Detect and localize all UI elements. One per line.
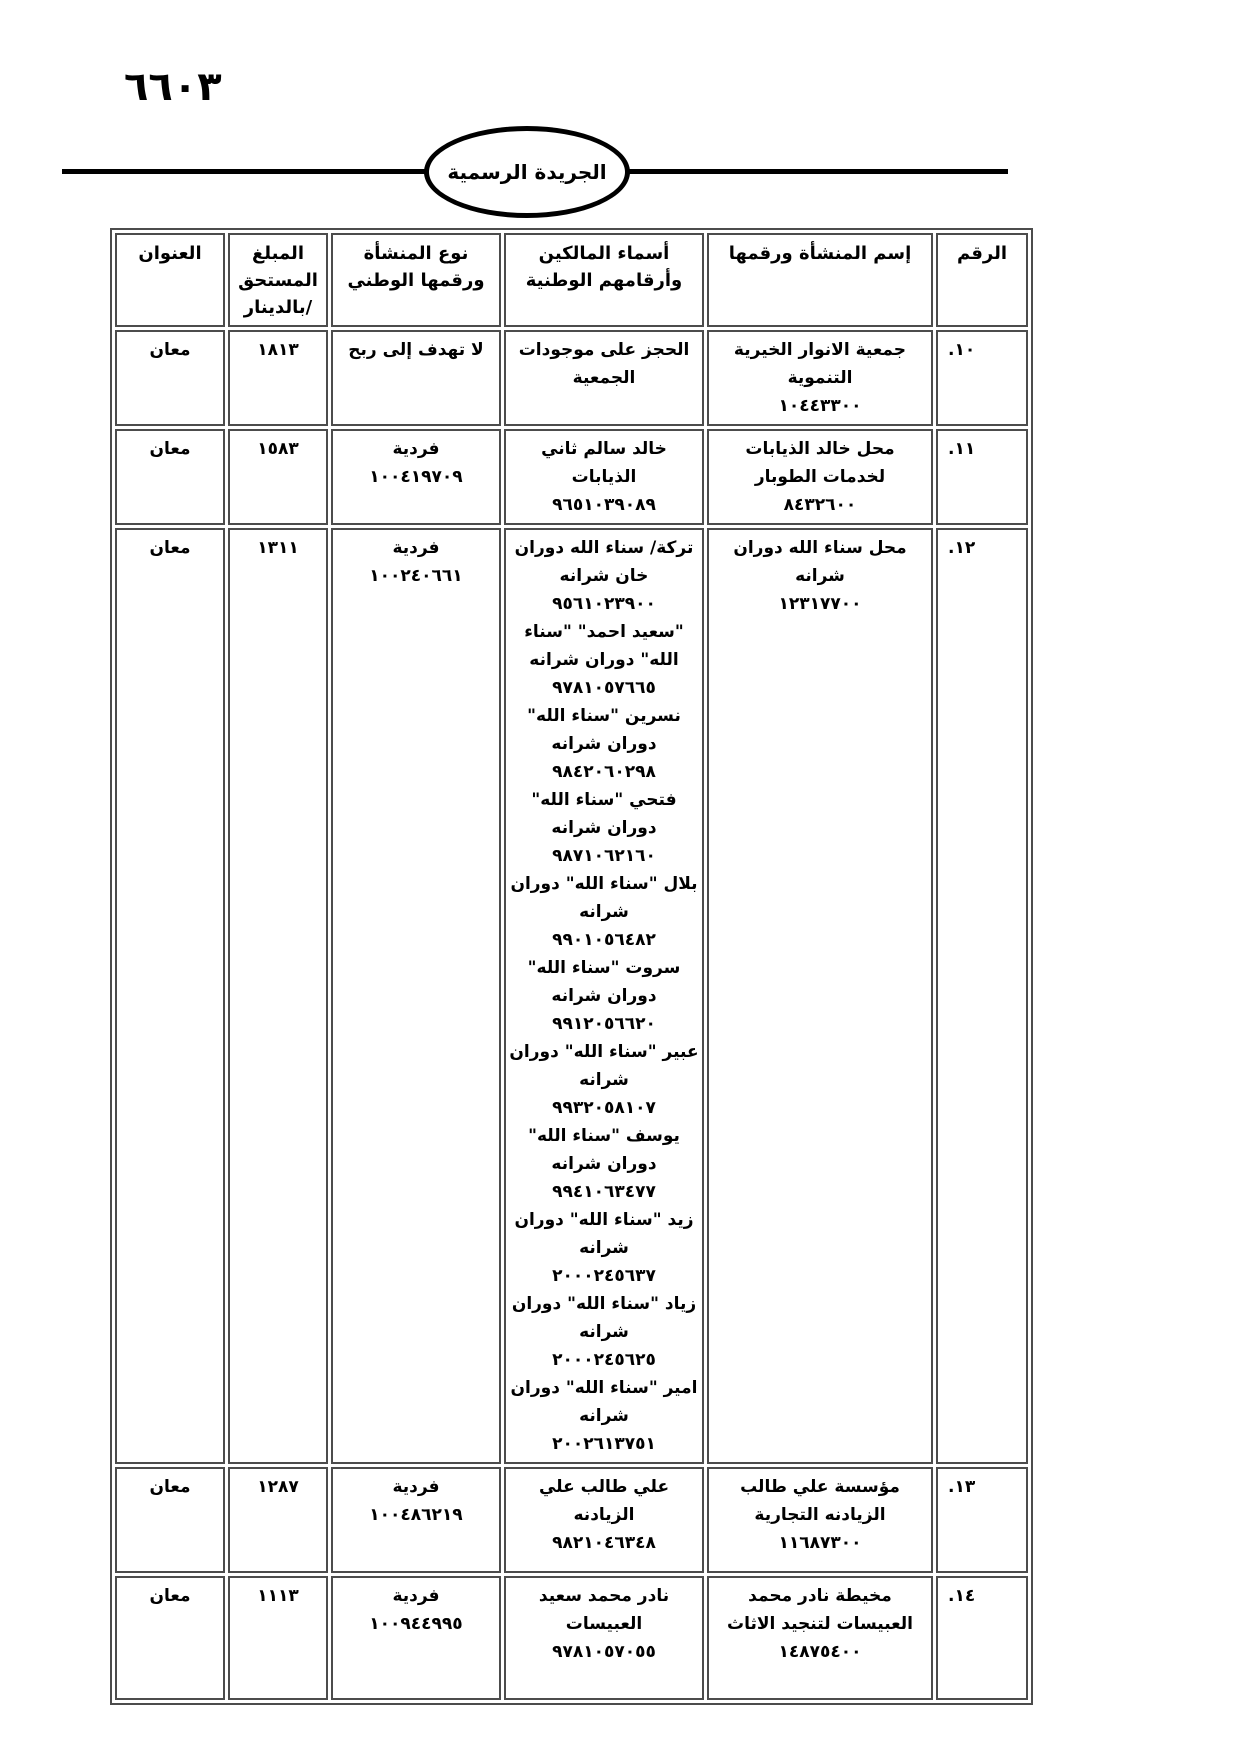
amount-due: ١٢٨٧ — [257, 1477, 299, 1497]
owner-name: امير "سناء الله" دوران شرانه — [510, 1378, 698, 1426]
owner-name: نسرين "سناء الله" دوران شرانه — [527, 706, 681, 754]
owner-entry — [509, 1473, 699, 1557]
col-header-owners: أسماء المالكين وأرقامهم الوطنية — [504, 233, 704, 327]
establishment-registration-number: ١٢٣١٧٧٠٠ — [778, 594, 862, 614]
table-row — [115, 1467, 1028, 1573]
table-row — [115, 1576, 1028, 1700]
establishment-type: لا تهدف إلى ربح — [348, 340, 484, 360]
owner-name: فتحي "سناء الله" دوران شرانه — [531, 790, 677, 838]
col-header-number: الرقم — [936, 233, 1028, 327]
establishment-name: محل سناء الله دوران شرانه — [733, 538, 907, 586]
address: معان — [149, 1477, 191, 1497]
table-row — [115, 528, 1028, 1464]
row-number: ١٤. — [948, 1586, 976, 1606]
owner-entry — [509, 1206, 699, 1290]
owner-entry — [509, 1290, 699, 1374]
row-number-cell — [936, 528, 1028, 1464]
address: معان — [149, 439, 191, 459]
address-cell — [115, 330, 225, 426]
owner-entry — [509, 1122, 699, 1206]
amount-due-cell — [228, 528, 328, 1464]
establishment-registration-number: ٨٤٣٢٦٠٠ — [783, 495, 857, 515]
amount-due-cell — [228, 429, 328, 525]
owner-national-id: ٩٩٠١٠٥٦٤٨٢ — [552, 930, 656, 950]
amount-due-cell — [228, 1467, 328, 1573]
owner-entry — [509, 1374, 699, 1458]
gazette-banner-title: الجريدة الرسمية — [447, 160, 607, 184]
table-row — [115, 330, 1028, 426]
row-number-cell — [936, 330, 1028, 426]
owner-national-id: ٢٠٠٠٢٤٥٦٣٧ — [552, 1266, 656, 1286]
row-number: ١٠. — [948, 340, 976, 360]
establishment-national-number: ١٠٠٢٤٠٦٦١ — [369, 566, 463, 586]
owners-cell — [504, 1467, 704, 1573]
owner-entry — [509, 336, 699, 392]
establishment-name: مؤسسة علي طالب الزيادنه التجارية — [740, 1477, 900, 1525]
owner-national-id: ٩٩٣٢٠٥٨١٠٧ — [552, 1098, 656, 1118]
amount-due: ١٥٨٣ — [257, 439, 299, 459]
row-number-cell — [936, 1467, 1028, 1573]
owner-national-id: ٩٧٨١٠٥٧٦٦٥ — [552, 678, 656, 698]
establishment-type: فردية — [392, 1586, 440, 1606]
establishment-national-number: ١٠٠٤١٩٧٠٩ — [369, 467, 463, 487]
owner-national-id: ٩٩٤١٠٦٣٤٧٧ — [552, 1182, 656, 1202]
owner-entry — [509, 435, 699, 519]
establishment-name: محل خالد الذيابات لخدمات الطوبار — [745, 439, 895, 487]
owners-cell — [504, 429, 704, 525]
owner-national-id: ٩٨٤٢٠٦٠٢٩٨ — [552, 762, 656, 782]
owner-national-id: ٩٦٥١٠٣٩٠٨٩ — [552, 495, 656, 515]
amount-due-cell — [228, 330, 328, 426]
owner-entry — [509, 618, 699, 702]
owner-entry — [509, 1582, 699, 1666]
amount-due-cell — [228, 1576, 328, 1700]
owner-entry — [509, 870, 699, 954]
owner-name: خالد سالم ثاني الذيابات — [541, 439, 667, 487]
owner-name: نادر محمد سعيد العبيسات — [538, 1586, 670, 1634]
row-number: ١١. — [948, 439, 976, 459]
owner-name: يوسف "سناء الله" دوران شرانه — [528, 1126, 680, 1174]
establishment-name-cell — [707, 429, 933, 525]
owner-national-id: ٩٧٨١٠٥٧٠٥٥ — [552, 1642, 656, 1662]
owner-name: "سعيد احمد" "سناء الله" دوران شرانه — [524, 622, 684, 670]
establishment-name: مخيطة نادر محمد العبيسات لتنجيد الاثاث — [727, 1586, 913, 1634]
owners-cell — [504, 1576, 704, 1700]
owners-cell — [504, 330, 704, 426]
owner-entry — [509, 786, 699, 870]
owner-national-id: ٩٥٦١٠٢٣٩٠٠ — [552, 594, 656, 614]
row-number: ١٢. — [948, 538, 976, 558]
row-number-cell — [936, 429, 1028, 525]
col-header-address: العنوان — [115, 233, 225, 327]
establishment-name-cell — [707, 1467, 933, 1573]
table-header — [115, 233, 1028, 327]
page-number: ٦٦٠٣ — [124, 64, 222, 110]
gazette-banner-oval — [424, 126, 630, 218]
establishment-registration-number: ١١٦٨٧٣٠٠ — [778, 1533, 862, 1553]
establishment-type: فردية — [392, 1477, 440, 1497]
owner-name: سروت "سناء الله" دوران شرانه — [527, 958, 681, 1006]
col-header-establishment-name: إسم المنشأة ورقمها — [707, 233, 933, 327]
owner-name: الحجز على موجودات الجمعية — [518, 340, 690, 388]
establishment-name-cell — [707, 1576, 933, 1700]
establishment-national-number: ١٠٠٤٨٦٢١٩ — [369, 1505, 463, 1525]
owner-entry — [509, 534, 699, 618]
owner-name: تركة/ سناء الله دوران خان شرانه — [514, 538, 694, 586]
establishment-type-cell — [331, 1467, 501, 1573]
establishment-type: فردية — [392, 439, 440, 459]
owner-name: علي طالب علي الزيادنه — [538, 1477, 670, 1525]
establishment-type-cell — [331, 1576, 501, 1700]
address: معان — [149, 538, 191, 558]
owner-national-id: ٢٠٠٠٢٤٥٦٢٥ — [552, 1350, 656, 1370]
owner-entry — [509, 954, 699, 1038]
owner-entry — [509, 702, 699, 786]
establishment-registration-number: ١٠٤٤٣٣٠٠ — [778, 396, 862, 416]
row-number-cell — [936, 1576, 1028, 1700]
establishment-type-cell — [331, 528, 501, 1464]
owner-entry — [509, 1038, 699, 1122]
amount-due: ١١١٣ — [257, 1586, 299, 1606]
amount-due: ١٣١١ — [257, 538, 299, 558]
establishment-type: فردية — [392, 538, 440, 558]
establishment-type-cell — [331, 330, 501, 426]
col-header-establishment-type: نوع المنشأة ورقمها الوطني — [331, 233, 501, 327]
address: معان — [149, 340, 191, 360]
table-body — [115, 330, 1028, 1700]
establishment-name: جمعية الانوار الخيرية التنموية — [733, 340, 907, 388]
owner-name: عبير "سناء الله" دوران شرانه — [509, 1042, 699, 1090]
header-row — [115, 233, 1028, 327]
establishment-registration-number: ١٤٨٧٥٤٠٠ — [778, 1642, 862, 1662]
establishment-name-cell — [707, 528, 933, 1464]
address-cell — [115, 1467, 225, 1573]
col-header-amount-due: المبلغ المستحق /بالدينار — [228, 233, 328, 327]
owner-national-id: ٩٩١٢٠٥٦٦٢٠ — [552, 1014, 656, 1034]
address-cell — [115, 429, 225, 525]
table-row — [115, 429, 1028, 525]
establishment-national-number: ١٠٠٩٤٤٩٩٥ — [369, 1614, 463, 1634]
owners-cell — [504, 528, 704, 1464]
owner-name: بلال "سناء الله" دوران شرانه — [510, 874, 698, 922]
owner-national-id: ٩٨٧١٠٦٢١٦٠ — [552, 846, 656, 866]
owner-national-id: ٩٨٢١٠٤٦٣٤٨ — [552, 1533, 656, 1553]
establishments-table — [110, 228, 1033, 1705]
row-number: ١٣. — [948, 1477, 976, 1497]
establishment-name-cell — [707, 330, 933, 426]
address-cell — [115, 1576, 225, 1700]
owner-name: زياد "سناء الله" دوران شرانه — [511, 1294, 697, 1342]
amount-due: ١٨١٣ — [257, 340, 299, 360]
establishment-type-cell — [331, 429, 501, 525]
address: معان — [149, 1586, 191, 1606]
owner-national-id: ٢٠٠٢٦١٣٧٥١ — [552, 1434, 656, 1454]
address-cell — [115, 528, 225, 1464]
owner-name: زيد "سناء الله" دوران شرانه — [514, 1210, 694, 1258]
